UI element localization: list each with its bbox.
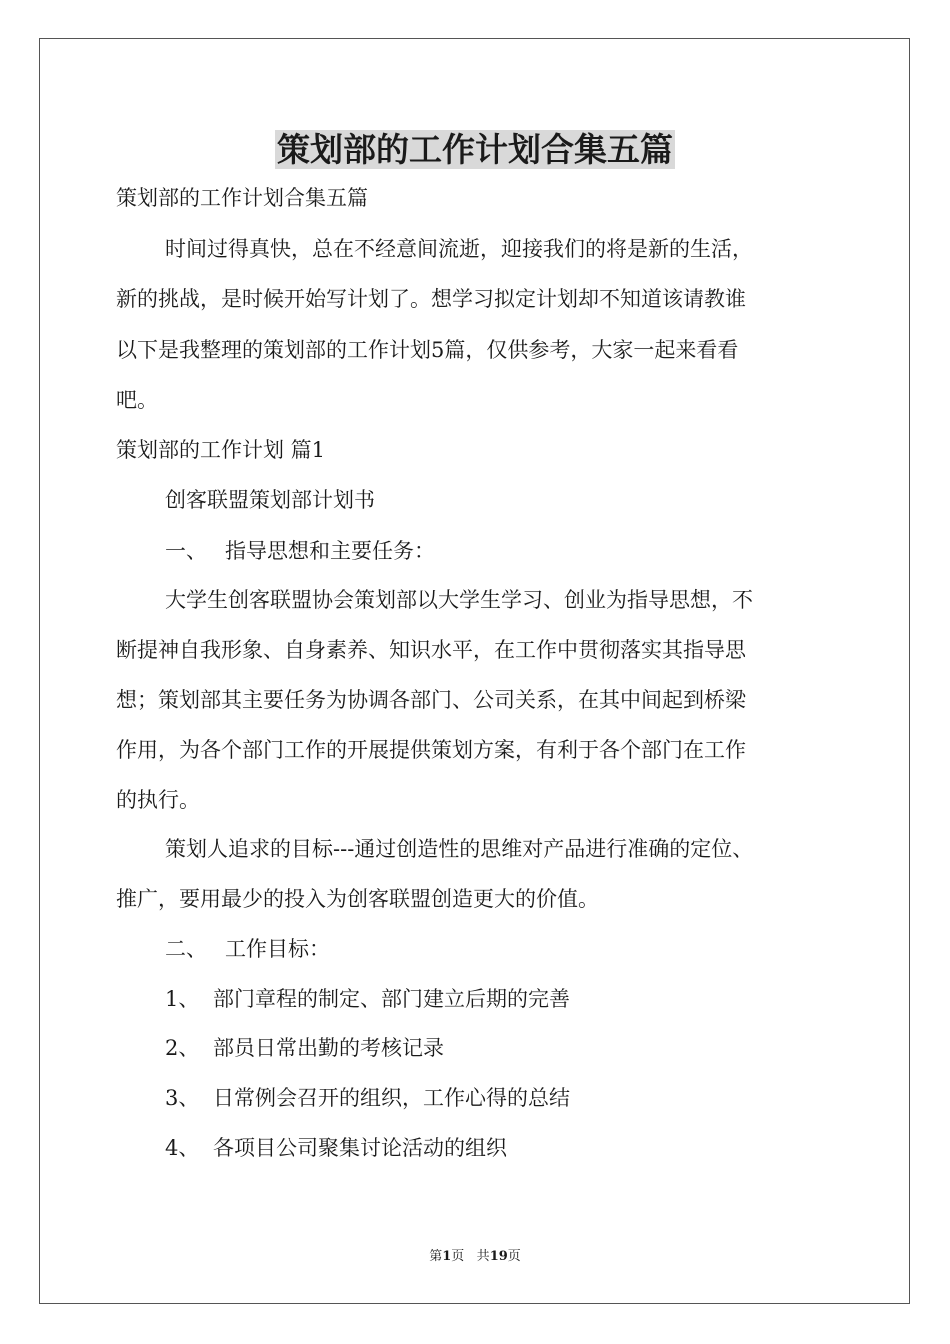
plan-doc-title: 创客联盟策划部计划书	[165, 488, 375, 512]
goal-text: 日常例会召开的组织，工作心得的总结	[213, 1086, 570, 1110]
goal-item	[165, 985, 570, 1013]
total-prefix: 共	[476, 1249, 490, 1264]
page-number: 1	[442, 1249, 452, 1264]
document-subtitle: 策划部的工作计划合集五篇	[116, 186, 368, 210]
goal-number: 1、	[165, 987, 200, 1011]
para2-line-2: 推广，要用最少的投入为创客联盟创造更大的价值。	[116, 887, 599, 911]
heading-number: 一、	[165, 539, 207, 563]
intro-line-4: 吧。	[116, 388, 158, 412]
para2-line-1: 策划人追求的目标---通过创造性的思维对产品进行准确的定位、	[165, 837, 754, 861]
goal-number: 2、	[165, 1036, 200, 1060]
page-suffix: 页	[451, 1249, 465, 1264]
heading-guiding-ideas	[165, 537, 435, 565]
page-footer	[0, 1248, 950, 1266]
goal-text: 各项目公司聚集讨论活动的组织	[213, 1136, 507, 1160]
intro-line-3: 以下是我整理的策划部的工作计划5篇，仅供参考，大家一起来看看	[116, 338, 739, 362]
para1-line-4: 作用，为各个部门工作的开展提供策划方案，有利于各个部门在工作	[116, 738, 746, 762]
heading-text: 工作目标：	[225, 937, 330, 961]
heading-number: 二、	[165, 937, 207, 961]
para1-line-1: 大学生创客联盟协会策划部以大学生学习、创业为指导思想，不	[165, 588, 753, 612]
goal-number: 4、	[165, 1136, 200, 1160]
goal-text: 部门章程的制定、部门建立后期的完善	[213, 987, 570, 1011]
goal-text: 部员日常出勤的考核记录	[213, 1036, 444, 1060]
heading-text: 指导思想和主要任务：	[225, 539, 435, 563]
page-border	[39, 38, 910, 1304]
para1-line-5: 的执行。	[116, 788, 200, 812]
intro-line-1: 时间过得真快，总在不经意间流逝，迎接我们的将是新的生活，	[165, 237, 753, 261]
para1-line-2: 断提神自我形象、自身素养、知识水平，在工作中贯彻落实其指导思	[116, 638, 746, 662]
section-heading: 策划部的工作计划 篇1	[116, 438, 326, 462]
total-pages: 19	[489, 1249, 508, 1264]
intro-line-2: 新的挑战，是时候开始写计划了。想学习拟定计划却不知道该请教谁	[116, 287, 746, 311]
page-prefix: 第	[429, 1249, 443, 1264]
goal-item	[165, 1134, 507, 1162]
goal-item	[165, 1034, 444, 1062]
goal-item	[165, 1084, 570, 1112]
goal-number: 3、	[165, 1086, 200, 1110]
total-suffix: 页	[507, 1249, 521, 1264]
document-title: 策划部的工作计划合集五篇	[277, 130, 673, 169]
para1-line-3: 想；策划部其主要任务为协调各部门、公司关系，在其中间起到桥梁	[116, 688, 746, 712]
heading-work-goals	[165, 935, 330, 963]
